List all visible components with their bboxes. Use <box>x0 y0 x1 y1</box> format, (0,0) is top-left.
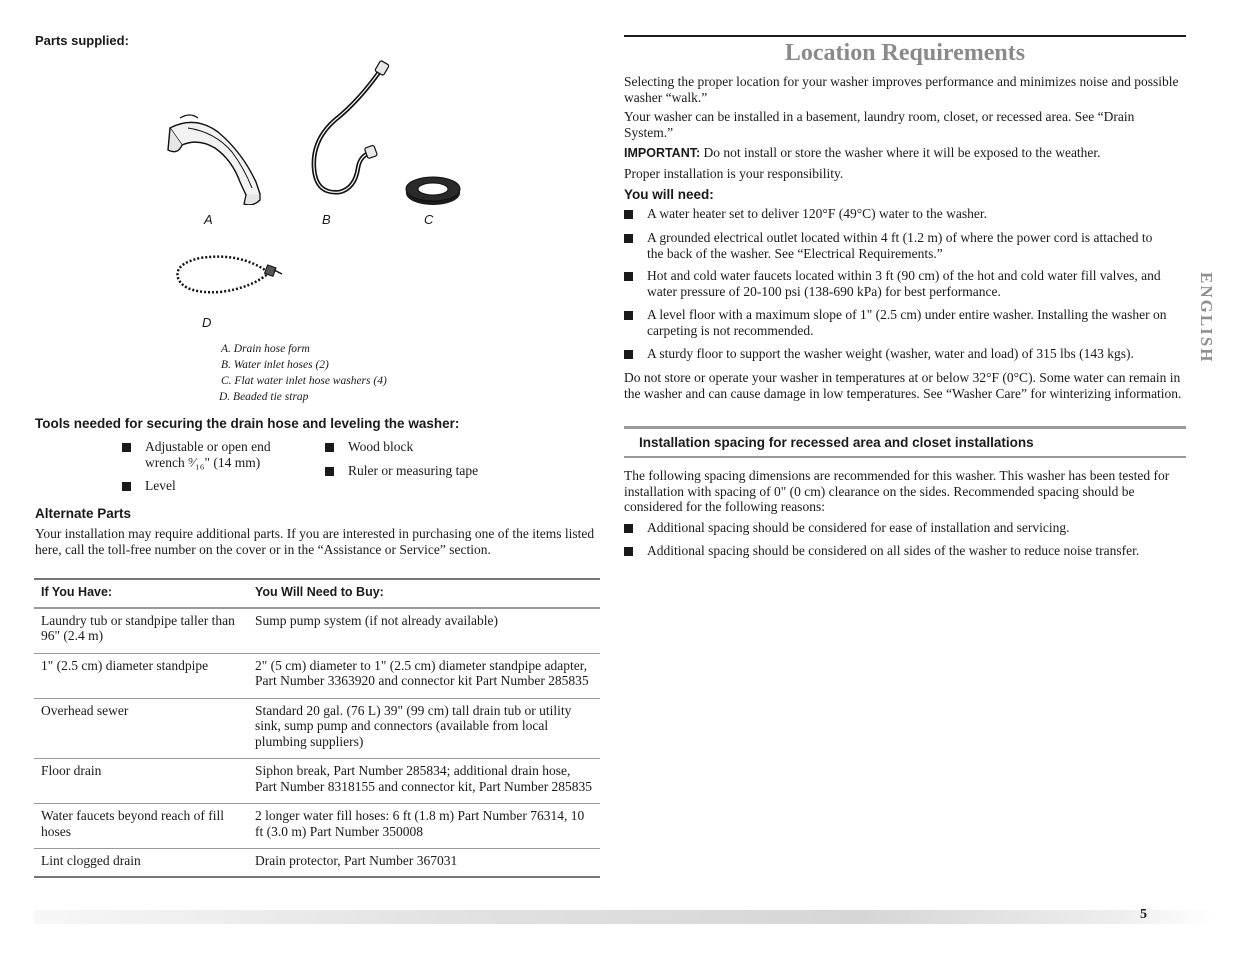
tools-heading: Tools needed for securing the drain hose and leveling the washer: <box>35 416 460 431</box>
bullet-icon <box>624 234 633 243</box>
english-side-tab: ENGLISH <box>1197 272 1216 364</box>
beaded-tie-strap-illustration <box>170 250 285 300</box>
alternate-parts-table <box>34 578 600 878</box>
label-a: A <box>204 212 213 227</box>
tools-col1-item: Adjustable or open end wrench ⁹⁄₁₆" (14 mm) <box>122 439 302 470</box>
parts-supplied-heading: Parts supplied: <box>35 33 129 48</box>
caption-a: A. Drain hose form <box>221 343 310 355</box>
intro-paragraph-1: Selecting the proper location for your washer improves performance and minimizes noise and possible washer “walk.” <box>624 74 1179 105</box>
need-item: A water heater set to deliver 120°F (49°C) water to the washer. <box>624 206 1189 222</box>
spacing-item: Additional spacing should be considered on all sides of the washer to reduce noise transfer. <box>624 543 1164 559</box>
need-item: A grounded electrical outlet located within 4 ft (1.2 m) of where the power cord is attached to the back of the washer. See “Electrical Requirements.” <box>624 230 1164 261</box>
page-title: Location Requirements <box>784 40 1026 66</box>
table-cell: Siphon break, Part Number 285834; additional drain hose, Part Number 8318155 and connector kit, Part Number 285835 <box>248 759 600 804</box>
spacing-heading-top-rule <box>624 426 1186 429</box>
table-cell: 2 longer water fill hoses: 6 ft (1.8 m) Part Number 76314, 10 ft (3.0 m) Part Number 350008 <box>248 804 600 849</box>
label-d: D <box>202 315 212 330</box>
table-cell: Sump pump system (if not already available) <box>248 608 600 654</box>
responsibility-text: Proper installation is your responsibility. <box>624 166 844 181</box>
spacing-text: The following spacing dimensions are recommended for this washer. This washer has been tested for installation with spacing of 0" (0 cm) clearance on the sides. Recommended spacing should be considered for the following reasons: <box>624 468 1170 514</box>
caption-c: C. Flat water inlet hose washers (4) <box>221 375 387 387</box>
spacing-heading-bottom-rule <box>624 456 1186 458</box>
important-label: IMPORTANT: <box>624 146 701 160</box>
label-b: B <box>322 212 331 227</box>
page-number: 5 <box>1140 907 1147 922</box>
flat-washer-illustration <box>403 175 463 207</box>
footer-bar <box>34 910 1214 924</box>
important-text: Do not install or store the washer where it will be exposed to the weather. <box>700 145 1101 160</box>
table-cell: Water faucets beyond reach of fill hoses <box>34 804 248 849</box>
tools-col2-item: Wood block <box>325 439 525 455</box>
table-cell: 1" (2.5 cm) diameter standpipe <box>34 653 248 698</box>
bullet-icon <box>325 467 334 476</box>
title-rule <box>624 35 1186 37</box>
tools-col2-item: Ruler or measuring tape <box>325 463 525 479</box>
table-cell: 2" (5 cm) diameter to 1" (2.5 cm) diameter standpipe adapter, Part Number 3363920 and connector kit Part Number 285835 <box>248 653 600 698</box>
caption-d: D. Beaded tie strap <box>219 391 309 403</box>
bullet-icon <box>122 482 131 491</box>
table-row <box>34 804 600 849</box>
table-row <box>34 698 600 759</box>
table-row <box>34 608 600 654</box>
caption-b: B. Water inlet hoses (2) <box>221 359 329 371</box>
table-cell: Laundry tub or standpipe taller than 96" (2.4 m) <box>34 608 248 654</box>
table-cell: Overhead sewer <box>34 698 248 759</box>
table-row <box>34 759 600 804</box>
table-row <box>34 849 600 877</box>
table-header: If You Have: <box>34 579 248 608</box>
spacing-item: Additional spacing should be considered for ease of installation and servicing. <box>624 520 1189 536</box>
bullet-icon <box>624 524 633 533</box>
bullet-icon <box>624 311 633 320</box>
intro-paragraph-2: Your washer can be installed in a basement, laundry room, closet, or recessed area. See “Drain System.” <box>624 109 1135 140</box>
bullet-icon <box>624 547 633 556</box>
bullet-icon <box>325 443 334 452</box>
tools-col1-item: Level <box>122 478 302 494</box>
table-cell: Floor drain <box>34 759 248 804</box>
table-header-row <box>34 579 600 608</box>
alternate-parts-heading: Alternate Parts <box>35 506 132 521</box>
you-will-need-heading: You will need: <box>624 187 714 202</box>
important-paragraph <box>624 145 1189 162</box>
table-cell: Standard 20 gal. (76 L) 39" (99 cm) tall drain tub or utility sink, sump pump and connectors (available from local plumbing suppliers) <box>248 698 600 759</box>
spacing-heading: Installation spacing for recessed area and closet installations <box>639 435 1034 450</box>
drain-hose-form-illustration <box>160 110 270 205</box>
bullet-icon <box>624 350 633 359</box>
bullet-icon <box>624 210 633 219</box>
need-item: A sturdy floor to support the washer weight (washer, water and load) of 315 lbs (143 kgs). <box>624 346 1194 362</box>
table-cell: Drain protector, Part Number 367031 <box>248 849 600 877</box>
table-cell: Lint clogged drain <box>34 849 248 877</box>
label-c: C <box>424 212 434 227</box>
need-item: Hot and cold water faucets located within 3 ft (90 cm) of the hot and cold water fill valves, and water pressure of 20-100 psi (138-690 kPa) for best performance. <box>624 268 1164 299</box>
freeze-warning-text: Do not store or operate your washer in temperatures at or below 32°F (0°C). Some water can remain in the washer and can cause damage in low temperatures. See “Washer Care” for winterizing information. <box>624 370 1182 401</box>
alternate-parts-text: Your installation may require additional parts. If you are interested in purchasing one of the items listed here, call the toll-free number on the cover or in the “Assistance or Service” section. <box>35 526 595 557</box>
bullet-icon <box>624 272 633 281</box>
water-inlet-hose-illustration <box>300 60 400 200</box>
need-item: A level floor with a maximum slope of 1" (2.5 cm) under entire washer. Installing the washer on carpeting is not recommended. <box>624 307 1169 338</box>
bullet-icon <box>122 443 131 452</box>
table-row <box>34 653 600 698</box>
table-header: You Will Need to Buy: <box>248 579 600 608</box>
